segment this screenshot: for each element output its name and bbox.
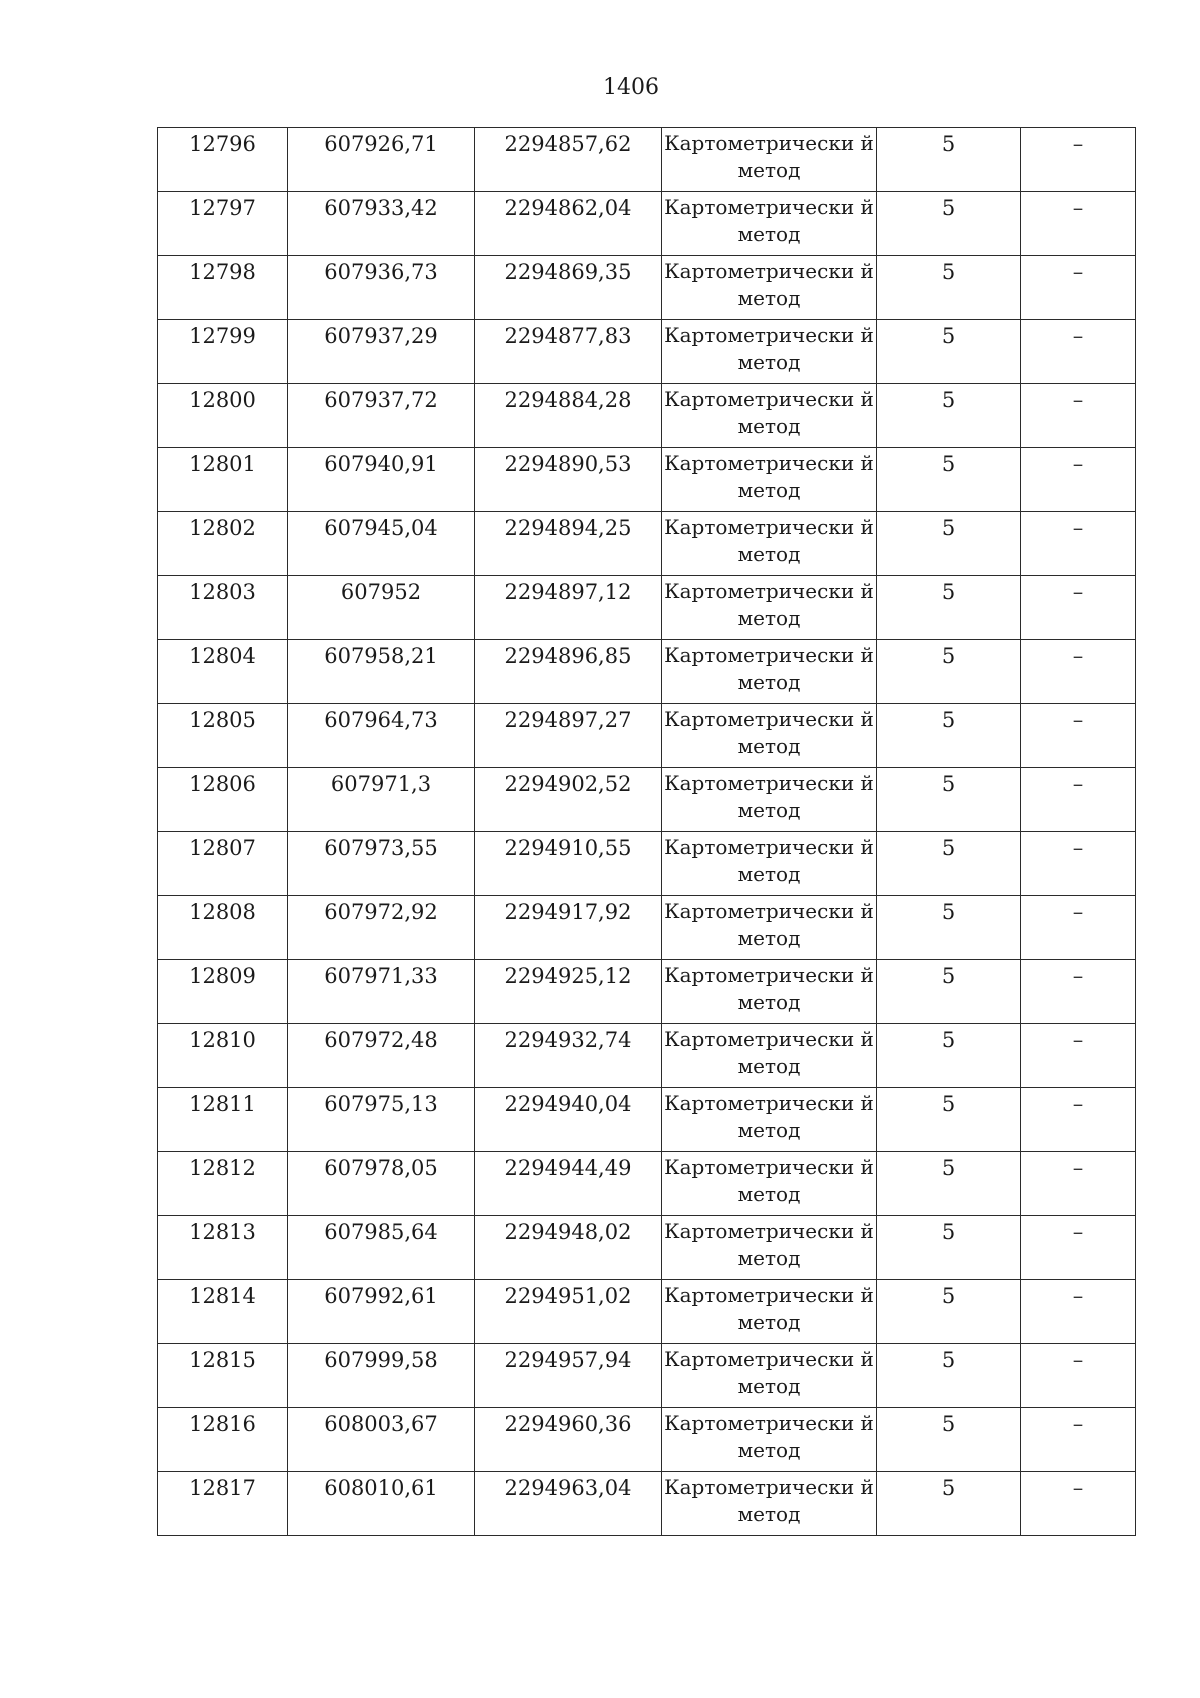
point-number-cell: 12817 <box>158 1472 288 1536</box>
note-cell: – <box>1021 384 1136 448</box>
point-number-cell: 12799 <box>158 320 288 384</box>
method-cell: Картометрически й метод <box>662 384 877 448</box>
x-coordinate-cell: 607933,42 <box>288 192 475 256</box>
coordinates-table-body <box>158 128 1136 1536</box>
method-cell: Картометрически й метод <box>662 640 877 704</box>
y-coordinate-cell: 2294869,35 <box>475 256 662 320</box>
accuracy-cell: 5 <box>877 1344 1021 1408</box>
y-coordinate-cell: 2294890,53 <box>475 448 662 512</box>
note-cell: – <box>1021 576 1136 640</box>
table-row <box>158 1152 1136 1216</box>
method-cell: Картометрически й метод <box>662 832 877 896</box>
x-coordinate-cell: 607972,92 <box>288 896 475 960</box>
note-cell: – <box>1021 896 1136 960</box>
note-cell: – <box>1021 832 1136 896</box>
accuracy-cell: 5 <box>877 704 1021 768</box>
point-number-cell: 12805 <box>158 704 288 768</box>
accuracy-cell: 5 <box>877 768 1021 832</box>
table-row <box>158 704 1136 768</box>
accuracy-cell: 5 <box>877 1216 1021 1280</box>
note-cell: – <box>1021 320 1136 384</box>
method-cell: Картометрически й метод <box>662 256 877 320</box>
method-cell: Картометрически й метод <box>662 192 877 256</box>
x-coordinate-cell: 607971,3 <box>288 768 475 832</box>
method-cell: Картометрически й метод <box>662 1024 877 1088</box>
y-coordinate-cell: 2294948,02 <box>475 1216 662 1280</box>
accuracy-cell: 5 <box>877 832 1021 896</box>
point-number-cell: 12809 <box>158 960 288 1024</box>
method-cell: Картометрически й метод <box>662 1408 877 1472</box>
coordinates-table <box>157 127 1136 1536</box>
note-cell: – <box>1021 640 1136 704</box>
note-cell: – <box>1021 960 1136 1024</box>
method-cell: Картометрически й метод <box>662 896 877 960</box>
accuracy-cell: 5 <box>877 1152 1021 1216</box>
method-cell: Картометрически й метод <box>662 960 877 1024</box>
accuracy-cell: 5 <box>877 192 1021 256</box>
method-cell: Картометрически й метод <box>662 320 877 384</box>
x-coordinate-cell: 607940,91 <box>288 448 475 512</box>
table-row <box>158 896 1136 960</box>
table-row <box>158 448 1136 512</box>
table-row <box>158 320 1136 384</box>
x-coordinate-cell: 607958,21 <box>288 640 475 704</box>
page-number: 1406 <box>603 75 659 100</box>
accuracy-cell: 5 <box>877 1472 1021 1536</box>
method-cell: Картометрически й метод <box>662 1344 877 1408</box>
x-coordinate-cell: 607945,04 <box>288 512 475 576</box>
note-cell: – <box>1021 1344 1136 1408</box>
accuracy-cell: 5 <box>877 576 1021 640</box>
x-coordinate-cell: 607937,29 <box>288 320 475 384</box>
note-cell: – <box>1021 1152 1136 1216</box>
table-row <box>158 1088 1136 1152</box>
table-row <box>158 256 1136 320</box>
table-row <box>158 384 1136 448</box>
y-coordinate-cell: 2294902,52 <box>475 768 662 832</box>
y-coordinate-cell: 2294963,04 <box>475 1472 662 1536</box>
x-coordinate-cell: 607999,58 <box>288 1344 475 1408</box>
accuracy-cell: 5 <box>877 512 1021 576</box>
method-cell: Картометрически й метод <box>662 1280 877 1344</box>
accuracy-cell: 5 <box>877 960 1021 1024</box>
note-cell: – <box>1021 704 1136 768</box>
accuracy-cell: 5 <box>877 384 1021 448</box>
x-coordinate-cell: 607964,73 <box>288 704 475 768</box>
table-row <box>158 192 1136 256</box>
point-number-cell: 12808 <box>158 896 288 960</box>
note-cell: – <box>1021 256 1136 320</box>
y-coordinate-cell: 2294862,04 <box>475 192 662 256</box>
y-coordinate-cell: 2294925,12 <box>475 960 662 1024</box>
point-number-cell: 12797 <box>158 192 288 256</box>
point-number-cell: 12814 <box>158 1280 288 1344</box>
note-cell: – <box>1021 1088 1136 1152</box>
method-cell: Картометрически й метод <box>662 1152 877 1216</box>
table-row <box>158 1280 1136 1344</box>
y-coordinate-cell: 2294896,85 <box>475 640 662 704</box>
method-cell: Картометрически й метод <box>662 128 877 192</box>
note-cell: – <box>1021 512 1136 576</box>
table-row <box>158 1344 1136 1408</box>
table-row <box>158 768 1136 832</box>
y-coordinate-cell: 2294894,25 <box>475 512 662 576</box>
y-coordinate-cell: 2294910,55 <box>475 832 662 896</box>
y-coordinate-cell: 2294917,92 <box>475 896 662 960</box>
table-row <box>158 576 1136 640</box>
note-cell: – <box>1021 1216 1136 1280</box>
y-coordinate-cell: 2294957,94 <box>475 1344 662 1408</box>
y-coordinate-cell: 2294857,62 <box>475 128 662 192</box>
table-row <box>158 1024 1136 1088</box>
point-number-cell: 12806 <box>158 768 288 832</box>
x-coordinate-cell: 607975,13 <box>288 1088 475 1152</box>
method-cell: Картометрически й метод <box>662 768 877 832</box>
x-coordinate-cell: 607992,61 <box>288 1280 475 1344</box>
note-cell: – <box>1021 448 1136 512</box>
method-cell: Картометрически й метод <box>662 704 877 768</box>
accuracy-cell: 5 <box>877 640 1021 704</box>
table-row <box>158 832 1136 896</box>
accuracy-cell: 5 <box>877 896 1021 960</box>
y-coordinate-cell: 2294940,04 <box>475 1088 662 1152</box>
method-cell: Картометрически й метод <box>662 576 877 640</box>
x-coordinate-cell: 607952 <box>288 576 475 640</box>
y-coordinate-cell: 2294932,74 <box>475 1024 662 1088</box>
table-row <box>158 1408 1136 1472</box>
accuracy-cell: 5 <box>877 1088 1021 1152</box>
point-number-cell: 12802 <box>158 512 288 576</box>
note-cell: – <box>1021 128 1136 192</box>
note-cell: – <box>1021 1280 1136 1344</box>
x-coordinate-cell: 607978,05 <box>288 1152 475 1216</box>
accuracy-cell: 5 <box>877 1280 1021 1344</box>
x-coordinate-cell: 607971,33 <box>288 960 475 1024</box>
y-coordinate-cell: 2294877,83 <box>475 320 662 384</box>
y-coordinate-cell: 2294944,49 <box>475 1152 662 1216</box>
accuracy-cell: 5 <box>877 128 1021 192</box>
x-coordinate-cell: 607973,55 <box>288 832 475 896</box>
method-cell: Картометрически й метод <box>662 448 877 512</box>
accuracy-cell: 5 <box>877 256 1021 320</box>
note-cell: – <box>1021 1472 1136 1536</box>
point-number-cell: 12813 <box>158 1216 288 1280</box>
method-cell: Картометрически й метод <box>662 1472 877 1536</box>
point-number-cell: 12810 <box>158 1024 288 1088</box>
x-coordinate-cell: 608010,61 <box>288 1472 475 1536</box>
accuracy-cell: 5 <box>877 448 1021 512</box>
point-number-cell: 12803 <box>158 576 288 640</box>
x-coordinate-cell: 607937,72 <box>288 384 475 448</box>
table-row <box>158 512 1136 576</box>
note-cell: – <box>1021 192 1136 256</box>
method-cell: Картометрически й метод <box>662 1088 877 1152</box>
point-number-cell: 12798 <box>158 256 288 320</box>
table-row <box>158 640 1136 704</box>
x-coordinate-cell: 607985,64 <box>288 1216 475 1280</box>
method-cell: Картометрически й метод <box>662 512 877 576</box>
method-cell: Картометрически й метод <box>662 1216 877 1280</box>
x-coordinate-cell: 607936,73 <box>288 256 475 320</box>
table-row <box>158 128 1136 192</box>
x-coordinate-cell: 607972,48 <box>288 1024 475 1088</box>
table-row <box>158 960 1136 1024</box>
accuracy-cell: 5 <box>877 320 1021 384</box>
point-number-cell: 12807 <box>158 832 288 896</box>
point-number-cell: 12811 <box>158 1088 288 1152</box>
point-number-cell: 12816 <box>158 1408 288 1472</box>
table-row <box>158 1216 1136 1280</box>
x-coordinate-cell: 607926,71 <box>288 128 475 192</box>
y-coordinate-cell: 2294897,27 <box>475 704 662 768</box>
table-row <box>158 1472 1136 1536</box>
note-cell: – <box>1021 768 1136 832</box>
point-number-cell: 12804 <box>158 640 288 704</box>
point-number-cell: 12815 <box>158 1344 288 1408</box>
x-coordinate-cell: 608003,67 <box>288 1408 475 1472</box>
point-number-cell: 12812 <box>158 1152 288 1216</box>
y-coordinate-cell: 2294884,28 <box>475 384 662 448</box>
point-number-cell: 12801 <box>158 448 288 512</box>
note-cell: – <box>1021 1024 1136 1088</box>
point-number-cell: 12796 <box>158 128 288 192</box>
note-cell: – <box>1021 1408 1136 1472</box>
accuracy-cell: 5 <box>877 1024 1021 1088</box>
y-coordinate-cell: 2294960,36 <box>475 1408 662 1472</box>
point-number-cell: 12800 <box>158 384 288 448</box>
y-coordinate-cell: 2294951,02 <box>475 1280 662 1344</box>
y-coordinate-cell: 2294897,12 <box>475 576 662 640</box>
accuracy-cell: 5 <box>877 1408 1021 1472</box>
